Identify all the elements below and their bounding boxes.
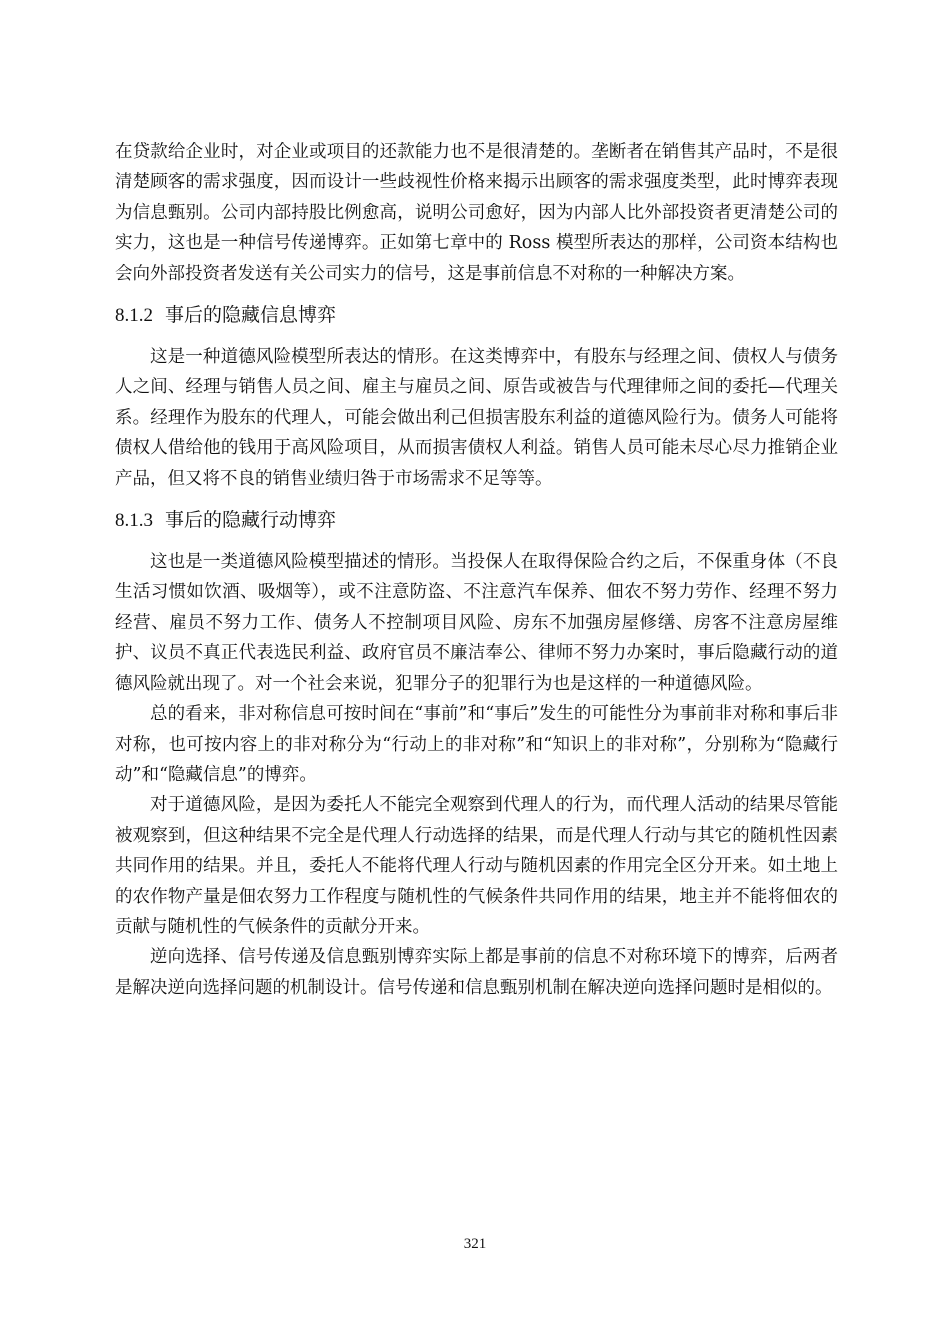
intro-paragraph: 在贷款给企业时，对企业或项目的还款能力也不是很清楚的。垄断者在销售其产品时，不是很清楚顾客的需求强度，因而设计一些歧视性价格来揭示出顾客的需求强度类型，此时博弈表现为信息甄别。公司内部持股比例愈高，说明公司愈好，因为内部人比外部投资者更清楚公司的实力，这也是一种信号传递博弈。正如第七章中的 Ross 模型所表达的那样，公司资本结构也会向外部投资者发送有关公司实力的信号，这是事前信息不对称的一种解决方案。 bbox=[115, 142, 838, 284]
section-title: 事后的隐藏信息博弈 bbox=[165, 304, 337, 327]
page-body bbox=[115, 137, 838, 1003]
body-paragraph: 这是一种道德风险模型所表达的情形。在这类博弈中，有股东与经理之间、债权人与债务人之间、经理与销售人员之间、雇主与雇员之间、原告或被告与代理律师之间的委托—代理关系。经理作为股东的代理人，可能会做出利己但损害股东利益的道德风险行为。债务人可能将债权人借给他的钱用于高风险项目，从而损害债权人利益。销售人员可能未尽心尽力推销企业产品，但又将不良的销售业绩归咎于市场需求不足等等。 bbox=[115, 347, 838, 489]
section-heading bbox=[115, 506, 838, 535]
section-heading bbox=[115, 301, 838, 330]
page-number: 321 bbox=[463, 1236, 487, 1252]
section-title: 事后的隐藏行动博弈 bbox=[165, 509, 337, 532]
body-paragraph: 这也是一类道德风险模型描述的情形。当投保人在取得保险合约之后，不保重身体（不良生活习惯如饮酒、吸烟等），或不注意防盗、不注意汽车保养、佃农不努力劳作、经理不努力经营、雇员不努力工作、债务人不控制项目风险、房东不加强房屋修缮、房客不注意房屋维护、议员不真正代表选民利益、政府官员不廉洁奉公、律师不努力办案时，事后隐藏行动的道德风险就出现了。对一个社会来说，犯罪分子的犯罪行为也是这样的一种道德风险。 bbox=[115, 552, 838, 694]
section-8-1-2 bbox=[115, 301, 838, 494]
body-paragraph: 对于道德风险，是因为委托人不能完全观察到代理人的行为，而代理人活动的结果尽管能被观察到，但这种结果不完全是代理人行动选择的结果，而是代理人行动与其它的随机性因素共同作用的结果。并且，委托人不能将代理人行动与随机因素的作用完全区分开来。如土地上的农作物产量是佃农努力工作程度与随机性的气候条件共同作用的结果，地主并不能将佃农的贡献与随机性的气候条件的贡献分开来。 bbox=[115, 795, 838, 937]
section-number: 8.1.2 bbox=[115, 305, 153, 327]
section-8-1-3 bbox=[115, 506, 838, 1003]
body-paragraph: 逆向选择、信号传递及信息甄别博弈实际上都是事前的信息不对称环境下的博弈，后两者是解决逆向选择问题的机制设计。信号传递和信息甄别机制在解决逆向选择问题时是相似的。 bbox=[115, 947, 838, 998]
body-paragraph: 总的看来，非对称信息可按时间在“事前”和“事后”发生的可能性分为事前非对称和事后非对称，也可按内容上的非对称分为“行动上的非对称”和“知识上的非对称”，分别称为“隐藏行动”和“隐藏信息”的博弈。 bbox=[115, 704, 838, 785]
section-number: 8.1.3 bbox=[115, 510, 153, 532]
